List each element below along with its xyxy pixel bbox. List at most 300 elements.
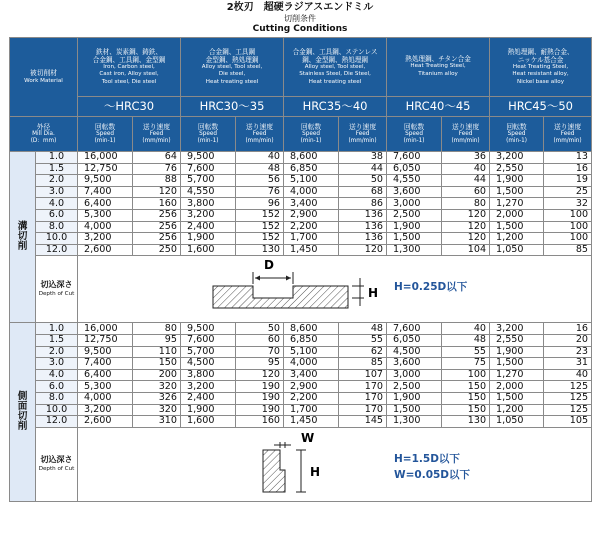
feed-cell: 150	[442, 392, 490, 404]
mill-dia-cell: 1.5	[36, 334, 78, 346]
feed-cell: 23	[544, 346, 592, 358]
feed-header-en: Feed	[252, 131, 267, 137]
feed-cell: 31	[544, 358, 592, 370]
feed-header-en: Feed	[458, 131, 473, 137]
side-cutting-row	[10, 381, 592, 393]
speed-cell: 7,400	[78, 186, 133, 198]
speed-cell: 4,000	[284, 186, 339, 198]
feed-cell: 40	[442, 323, 490, 335]
feed-cell: 68	[339, 186, 387, 198]
side-cutting-row	[10, 346, 592, 358]
speed-cell: 1,900	[387, 392, 442, 404]
speed-header-en: Speed	[507, 131, 526, 137]
slotting-label	[10, 152, 36, 323]
feed-header-4	[544, 117, 592, 152]
speed-cell: 3,600	[387, 358, 442, 370]
feed-cell: 120	[133, 186, 181, 198]
speed-cell: 1,300	[387, 244, 442, 256]
speed-cell: 2,000	[490, 209, 544, 221]
material-4	[490, 38, 592, 97]
feed-cell: 40	[544, 369, 592, 381]
speed-cell: 2,000	[490, 381, 544, 393]
speed-cell: 2,500	[387, 381, 442, 393]
speed-cell: 2,400	[181, 392, 236, 404]
mill-dia-cell: 6.0	[36, 209, 78, 221]
feed-cell: 48	[236, 163, 284, 175]
material-4-jp1: 熱処理鋼、耐熱合金、	[507, 47, 574, 56]
feed-cell: 100	[544, 221, 592, 233]
feed-cell: 256	[133, 209, 181, 221]
speed-cell: 4,500	[181, 358, 236, 370]
feed-cell: 130	[442, 416, 490, 428]
speed-cell: 7,600	[387, 323, 442, 335]
feed-cell: 16	[544, 323, 592, 335]
side-cutting-row	[10, 358, 592, 370]
slotting-row	[10, 221, 592, 233]
material-0-en2: Cast iron, Alloy steel,	[99, 71, 159, 78]
feed-header-unit: (mm/min)	[142, 138, 171, 144]
speed-cell: 1,700	[284, 233, 339, 245]
speed-cell: 1,050	[490, 416, 544, 428]
speed-cell: 6,400	[78, 369, 133, 381]
feed-cell: 64	[133, 152, 181, 164]
feed-header-unit: (mm/min)	[553, 138, 582, 144]
hrc-2: HRC35～40	[284, 97, 387, 117]
feed-cell: 76	[236, 186, 284, 198]
speed-cell: 5,300	[78, 381, 133, 393]
material-0-en1: Iron, Carbon steel,	[103, 63, 155, 70]
side-cutting-row	[10, 323, 592, 335]
feed-cell: 125	[544, 381, 592, 393]
feed-header-jp: 送り速度	[245, 123, 274, 131]
depth-jp: 切込深さ	[40, 280, 73, 290]
speed-cell: 1,500	[490, 221, 544, 233]
page-title: 2枚刃 超硬ラジアスエンドミル	[226, 2, 374, 13]
feed-cell: 62	[339, 346, 387, 358]
speed-cell: 7,600	[387, 152, 442, 164]
feed-cell: 75	[442, 358, 490, 370]
feed-cell: 86	[339, 198, 387, 210]
speed-cell: 3,200	[181, 209, 236, 221]
feed-cell: 38	[339, 152, 387, 164]
feed-cell: 136	[339, 233, 387, 245]
material-1	[181, 38, 284, 97]
side-cutting-label-char: 削	[17, 421, 28, 433]
speed-header-jp: 回転数	[197, 123, 219, 131]
feed-cell: 120	[236, 369, 284, 381]
mill-dia-en: Mill Dia.	[32, 131, 55, 137]
speed-cell: 2,600	[78, 244, 133, 256]
speed-cell: 4,000	[284, 358, 339, 370]
material-0-jp1: 鉄材、炭素鋼、鋳鉄、	[96, 47, 162, 56]
feed-cell: 50	[339, 175, 387, 187]
side-diagram	[78, 428, 598, 501]
speed-cell: 1,900	[490, 346, 544, 358]
speed-cell: 4,000	[78, 221, 133, 233]
speed-cell: 3,400	[284, 369, 339, 381]
d-arrow-left	[255, 276, 260, 281]
slot-workpiece	[213, 286, 348, 308]
w-label: W	[301, 430, 315, 445]
feed-cell: 36	[442, 152, 490, 164]
hrc-0: ～HRC30	[78, 97, 181, 117]
feed-cell: 200	[133, 369, 181, 381]
feed-cell: 48	[442, 334, 490, 346]
speed-cell: 3,800	[181, 369, 236, 381]
feed-cell: 125	[544, 392, 592, 404]
speed-cell: 1,450	[284, 244, 339, 256]
feed-cell: 55	[339, 334, 387, 346]
speed-header-jp: 回転数	[94, 123, 116, 131]
feed-header-3	[442, 117, 490, 152]
slotting-depth-row	[10, 256, 592, 323]
speed-cell: 1,500	[490, 358, 544, 370]
speed-cell: 3,600	[387, 186, 442, 198]
speed-cell: 3,000	[387, 369, 442, 381]
feed-cell: 60	[442, 186, 490, 198]
speed-cell: 2,400	[181, 221, 236, 233]
speed-cell: 1,900	[181, 404, 236, 416]
work-material-header	[10, 38, 78, 117]
feed-cell: 160	[236, 416, 284, 428]
material-4-en2: Heat resistant alloy,	[512, 71, 569, 78]
work-material-en: Work Material	[24, 77, 63, 84]
feed-cell: 320	[133, 404, 181, 416]
feed-header-1	[236, 117, 284, 152]
feed-header-2	[339, 117, 387, 152]
side-cutting-row	[10, 369, 592, 381]
feed-cell: 320	[133, 381, 181, 393]
feed-cell: 120	[442, 209, 490, 221]
hrc-1: HRC30～35	[181, 97, 284, 117]
feed-cell: 145	[339, 416, 387, 428]
feed-cell: 25	[544, 186, 592, 198]
slotting-row	[10, 175, 592, 187]
material-1-en2: Die steel,	[218, 71, 246, 78]
side-cutting-label	[10, 323, 36, 501]
speed-header-en: Speed	[405, 131, 423, 137]
speed-cell: 1,270	[490, 369, 544, 381]
feed-header-unit: (mm/min)	[245, 138, 274, 144]
speed-header-unit: (min-1)	[506, 138, 527, 144]
feed-cell: 256	[133, 221, 181, 233]
speed-cell: 1,500	[490, 186, 544, 198]
speed-cell: 9,500	[181, 152, 236, 164]
slotting-row	[10, 209, 592, 221]
speed-header-jp: 回転数	[403, 123, 425, 131]
speed-cell: 4,000	[78, 392, 133, 404]
slotting-label-char: 削	[17, 241, 28, 253]
material-0-jp2: 合金鋼、工具鋼、金型鋼	[92, 55, 166, 64]
feed-cell: 20	[544, 334, 592, 346]
speed-cell: 7,600	[181, 334, 236, 346]
feed-cell: 85	[339, 358, 387, 370]
material-2	[284, 38, 387, 97]
speed-cell: 12,750	[78, 334, 133, 346]
material-1-en1: Alloy steel, Tool steel,	[201, 63, 263, 70]
mill-dia-cell: 3.0	[36, 186, 78, 198]
side-cutting-row	[10, 404, 592, 416]
slotting-row	[10, 163, 592, 175]
feed-cell: 152	[236, 233, 284, 245]
feed-cell: 44	[339, 163, 387, 175]
feed-cell: 70	[236, 346, 284, 358]
mill-dia-cell: 8.0	[36, 221, 78, 233]
speed-cell: 6,050	[387, 163, 442, 175]
feed-cell: 170	[339, 381, 387, 393]
material-0	[78, 38, 181, 97]
feed-cell: 105	[544, 416, 592, 428]
slotting-row	[10, 152, 592, 164]
speed-header-1	[181, 117, 236, 152]
mill-dia-cell: 1.5	[36, 163, 78, 175]
feed-cell: 190	[236, 404, 284, 416]
material-header-row	[10, 38, 592, 97]
feed-cell: 16	[544, 163, 592, 175]
feed-cell: 125	[544, 404, 592, 416]
speed-cell: 2,900	[284, 209, 339, 221]
speed-cell: 2,550	[490, 334, 544, 346]
feed-cell: 60	[236, 334, 284, 346]
slotting-label-char: 溝	[17, 221, 28, 233]
speed-header-en: Speed	[199, 131, 217, 137]
feed-cell: 48	[339, 323, 387, 335]
speed-cell: 8,600	[284, 323, 339, 335]
side-cutting-label-char: 面	[17, 401, 28, 413]
feed-cell: 150	[442, 381, 490, 393]
speed-cell: 16,000	[78, 152, 133, 164]
speed-cell: 1,900	[181, 233, 236, 245]
speed-header-4	[490, 117, 544, 152]
speed-cell: 3,200	[78, 404, 133, 416]
speed-cell: 1,600	[181, 244, 236, 256]
speed-cell: 1,200	[490, 404, 544, 416]
feed-cell: 120	[339, 244, 387, 256]
feed-header-en: Feed	[355, 131, 370, 137]
speed-header-unit: (min-1)	[197, 138, 219, 144]
material-1-jp1: 合金鋼、工具鋼	[208, 47, 256, 56]
material-1-en3: Heat treating steel	[205, 78, 259, 85]
feed-cell: 110	[133, 346, 181, 358]
speed-cell: 4,550	[387, 175, 442, 187]
mill-dia-cell: 1.0	[36, 152, 78, 164]
slotting-label-char: 切	[17, 231, 28, 243]
material-2-en3: Heat treating steel	[308, 78, 362, 85]
slot-formula: H=0.25D以下	[394, 281, 468, 294]
speed-header-unit: (min-1)	[403, 138, 425, 144]
speed-cell: 2,500	[387, 209, 442, 221]
feed-cell: 256	[133, 233, 181, 245]
speed-cell: 9,500	[78, 346, 133, 358]
speed-cell: 1,270	[490, 198, 544, 210]
feed-cell: 150	[442, 404, 490, 416]
feed-cell: 130	[236, 244, 284, 256]
speed-header-3	[387, 117, 442, 152]
feed-header-en: Feed	[149, 131, 164, 137]
speed-cell: 8,600	[284, 152, 339, 164]
slotting-diagram-cell	[78, 256, 592, 323]
d-label: D	[264, 258, 274, 273]
feed-cell: 326	[133, 392, 181, 404]
depth-jp: 切込深さ	[40, 455, 73, 465]
speed-header-0	[78, 117, 133, 152]
speed-cell: 7,400	[78, 358, 133, 370]
mill-dia-unit: (D：mm)	[30, 138, 57, 144]
speed-cell: 1,500	[490, 392, 544, 404]
material-2-jp1: 合金鋼、工具鋼、ステンレス	[292, 47, 378, 56]
material-3-en2: Titanium alloy	[418, 71, 458, 77]
feed-header-0	[133, 117, 181, 152]
side-cutting-depth-row	[10, 427, 592, 501]
speed-cell: 2,550	[490, 163, 544, 175]
feed-cell: 55	[442, 346, 490, 358]
speed-cell: 6,850	[284, 163, 339, 175]
feed-cell: 100	[544, 209, 592, 221]
speed-cell: 5,100	[284, 175, 339, 187]
feed-cell: 80	[442, 198, 490, 210]
feed-cell: 136	[339, 209, 387, 221]
feed-cell: 100	[442, 369, 490, 381]
feed-cell: 104	[442, 244, 490, 256]
speed-header-unit: (min-1)	[300, 138, 322, 144]
speed-cell: 3,200	[490, 323, 544, 335]
side-formula-h: H=1.5D以下	[394, 452, 460, 465]
slot-diagram	[78, 256, 598, 322]
feed-cell: 152	[236, 209, 284, 221]
speed-header-jp: 回転数	[506, 123, 527, 131]
mill-dia-cell: 3.0	[36, 358, 78, 370]
feed-cell: 136	[339, 221, 387, 233]
feed-cell: 190	[236, 392, 284, 404]
feed-cell: 96	[236, 198, 284, 210]
speed-cell: 5,100	[284, 346, 339, 358]
speed-cell: 1,900	[490, 175, 544, 187]
slotting-row	[10, 186, 592, 198]
material-4-en3: Nickel base alloy	[517, 78, 565, 85]
feed-cell: 100	[544, 233, 592, 245]
speed-cell: 3,400	[284, 198, 339, 210]
feed-cell: 160	[133, 198, 181, 210]
feed-cell: 44	[442, 175, 490, 187]
mill-dia-jp: 外径	[36, 123, 51, 131]
mill-dia-cell: 6.0	[36, 381, 78, 393]
side-workpiece	[263, 450, 285, 492]
subheader-row	[10, 117, 592, 152]
feed-cell: 40	[236, 152, 284, 164]
speed-cell: 7,600	[181, 163, 236, 175]
slotting-row	[10, 233, 592, 245]
feed-header-en: Feed	[560, 131, 575, 137]
speed-cell: 4,500	[387, 346, 442, 358]
hrc-header-row	[10, 97, 592, 117]
speed-cell: 2,900	[284, 381, 339, 393]
feed-cell: 170	[339, 404, 387, 416]
mill-dia-cell: 8.0	[36, 392, 78, 404]
material-1-jp2: 金型鋼、熱処理鋼	[205, 55, 259, 64]
side-cutting-row	[10, 392, 592, 404]
material-4-en1: Heat Treating Steel,	[512, 63, 569, 70]
feed-cell: 95	[133, 334, 181, 346]
mill-dia-cell: 1.0	[36, 323, 78, 335]
speed-cell: 2,200	[284, 221, 339, 233]
speed-header-unit: (min-1)	[94, 138, 116, 144]
feed-cell: 95	[236, 358, 284, 370]
material-2-en2: Stainless Steel, Die Steel,	[299, 71, 371, 78]
speed-cell: 1,500	[387, 233, 442, 245]
mill-dia-cell: 12.0	[36, 244, 78, 256]
speed-cell: 6,850	[284, 334, 339, 346]
feed-cell: 88	[133, 175, 181, 187]
material-2-jp2: 鋼、金型鋼、熱処理鋼	[302, 55, 368, 64]
feed-cell: 80	[133, 323, 181, 335]
speed-cell: 2,200	[284, 392, 339, 404]
speed-header-jp: 回転数	[300, 123, 322, 131]
feed-cell: 40	[442, 163, 490, 175]
feed-header-unit: (mm/min)	[348, 138, 377, 144]
speed-cell: 3,800	[181, 198, 236, 210]
slotting-row	[10, 198, 592, 210]
subtitle-jp: 切削条件	[284, 14, 316, 23]
speed-cell: 1,300	[387, 416, 442, 428]
feed-cell: 120	[442, 221, 490, 233]
speed-cell: 1,200	[490, 233, 544, 245]
d-arrow-right	[286, 276, 291, 281]
mill-dia-header	[10, 117, 78, 152]
feed-header-unit: (mm/min)	[451, 138, 480, 144]
feed-cell: 19	[544, 175, 592, 187]
speed-cell: 9,500	[78, 175, 133, 187]
depth-en: Depth of Cut	[38, 466, 75, 473]
speed-header-en: Speed	[96, 131, 114, 137]
speed-header-2	[284, 117, 339, 152]
feed-header-jp: 送り速度	[142, 123, 171, 131]
speed-cell: 12,750	[78, 163, 133, 175]
h-label: H	[368, 286, 379, 301]
feed-cell: 32	[544, 198, 592, 210]
feed-header-jp: 送り速度	[348, 123, 377, 131]
mill-dia-cell: 4.0	[36, 369, 78, 381]
feed-cell: 85	[544, 244, 592, 256]
mill-dia-cell: 4.0	[36, 198, 78, 210]
feed-cell: 50	[236, 323, 284, 335]
speed-cell: 16,000	[78, 323, 133, 335]
side-cutting-row	[10, 334, 592, 346]
feed-cell: 107	[339, 369, 387, 381]
speed-cell: 6,050	[387, 334, 442, 346]
speed-header-en: Speed	[302, 131, 320, 137]
material-0-en3: Tool steel, Die steel	[101, 78, 157, 85]
feed-cell: 152	[236, 221, 284, 233]
mill-dia-cell: 2.0	[36, 346, 78, 358]
title-block	[0, 0, 600, 35]
work-material-jp: 被切削材	[29, 68, 58, 77]
speed-cell: 4,550	[181, 186, 236, 198]
mill-dia-cell: 10.0	[36, 404, 78, 416]
feed-cell: 170	[339, 392, 387, 404]
side-cutting-label-char: 側	[17, 391, 28, 403]
hrc-3: HRC40～45	[387, 97, 490, 117]
subtitle-en: Cutting Conditions	[252, 24, 348, 34]
speed-cell: 5,300	[78, 209, 133, 221]
feed-cell: 310	[133, 416, 181, 428]
feed-cell: 250	[133, 244, 181, 256]
speed-cell: 1,450	[284, 416, 339, 428]
feed-cell: 120	[442, 233, 490, 245]
side-cutting-depth-label	[36, 427, 78, 501]
speed-cell: 3,200	[490, 152, 544, 164]
speed-cell: 1,900	[387, 221, 442, 233]
speed-cell: 5,700	[181, 175, 236, 187]
